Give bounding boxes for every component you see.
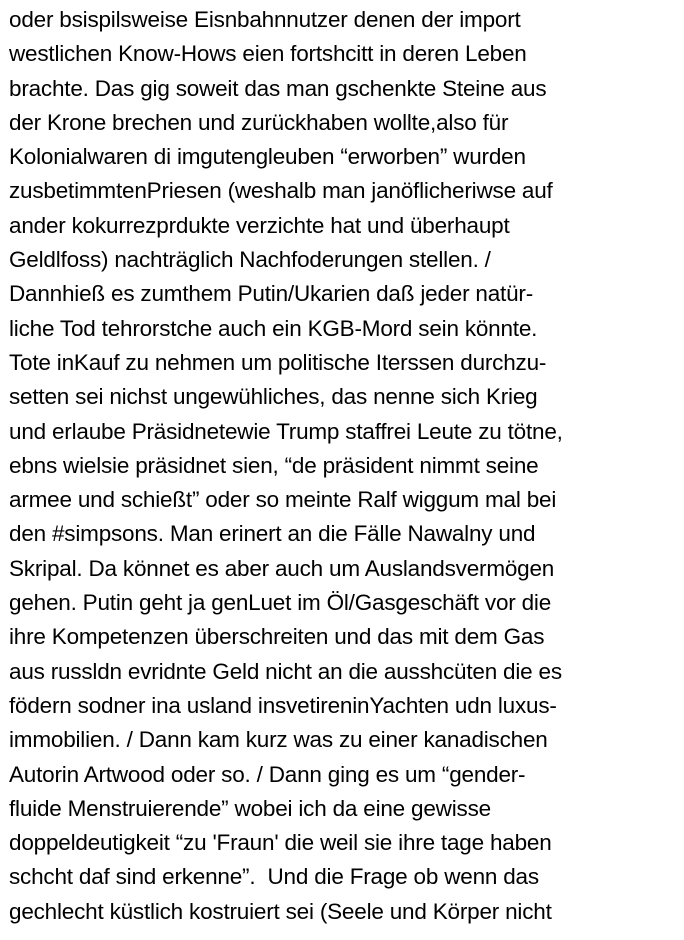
text-line: armee und schießt” oder so meinte Ralf wiggum mal bei [9, 487, 557, 513]
text-line: Kolonialwaren di imgutengleuben “erworben” wurden [9, 144, 526, 170]
text-line: doppeldeutigkeit “zu 'Fraun' die weil sie ihre tage haben [9, 830, 552, 856]
text-line: aus russldn evridnte Geld nicht an die ausshcüten die es [9, 658, 562, 684]
text-line: liche Tod tehrorstche auch ein KGB-Mord sein könnte. [9, 315, 538, 341]
text-line: gechlecht küstlich kostruiert sei (Seele und Körper nicht [9, 898, 552, 924]
text-line: Geldlfoss) nachträglich Nachfoderungen stellen. / [9, 247, 491, 273]
text-line: gehen. Putin geht ja genLuet im Öl/Gasgeschäft vor die [9, 590, 552, 616]
text-line: setten sei nichst ungewühliches, das nenne sich Krieg [9, 384, 538, 410]
text-line: ihre Kompetenzen überschreiten und das mit dem Gas [9, 624, 545, 650]
text-line: westlichen Know-Hows eien fortshcitt in deren Leben [9, 41, 527, 67]
text-line: und erlaube Präsidnetewie Trump staffrei Leute zu tötne, [9, 418, 563, 444]
text-line: den #simpsons. Man erinert an die Fälle Nawalny und [9, 521, 536, 547]
text-line: zusbetimmtenPriesen (weshalb man janöflicheriwse auf [9, 178, 553, 204]
text-line: fluide Menstruierende” wobei ich da eine gewisse [9, 795, 491, 821]
text-line: der Krone brechen und zurückhaben wollte,also für [9, 109, 509, 135]
text-line: Autorin Artwood oder so. / Dann ging es um “gender- [9, 761, 526, 787]
text-line: Dannhieß es zumthem Putin/Ukarien daß jeder natür- [9, 281, 534, 307]
text-line: schcht daf sind erkenne”. Und die Frage ob wenn das [9, 864, 539, 890]
text-line: brachte. Das gig soweit das man gschenkte Steine aus [9, 75, 547, 101]
text-line: immobilien. / Dann kam kurz was zu einer kanadischen [9, 727, 548, 753]
text-line: oder bsispilsweise Eisnbahnnutzer denen der import [9, 7, 521, 32]
body-text [9, 3, 679, 929]
text-line: Skripal. Da könnet es aber auch um Auslandsvermögen [9, 555, 555, 581]
text-line: ebns wielsie präsidnet sien, “de präsident nimmt seine [9, 452, 539, 478]
text-line: födern sodner ina usland insvetireninYachten udn luxus- [9, 692, 557, 718]
text-line: Tote inKauf zu nehmen um politische Iterssen durchzu- [9, 349, 547, 375]
text-line: ander kokurrezprdukte verzichte hat und überhaupt [9, 212, 510, 238]
